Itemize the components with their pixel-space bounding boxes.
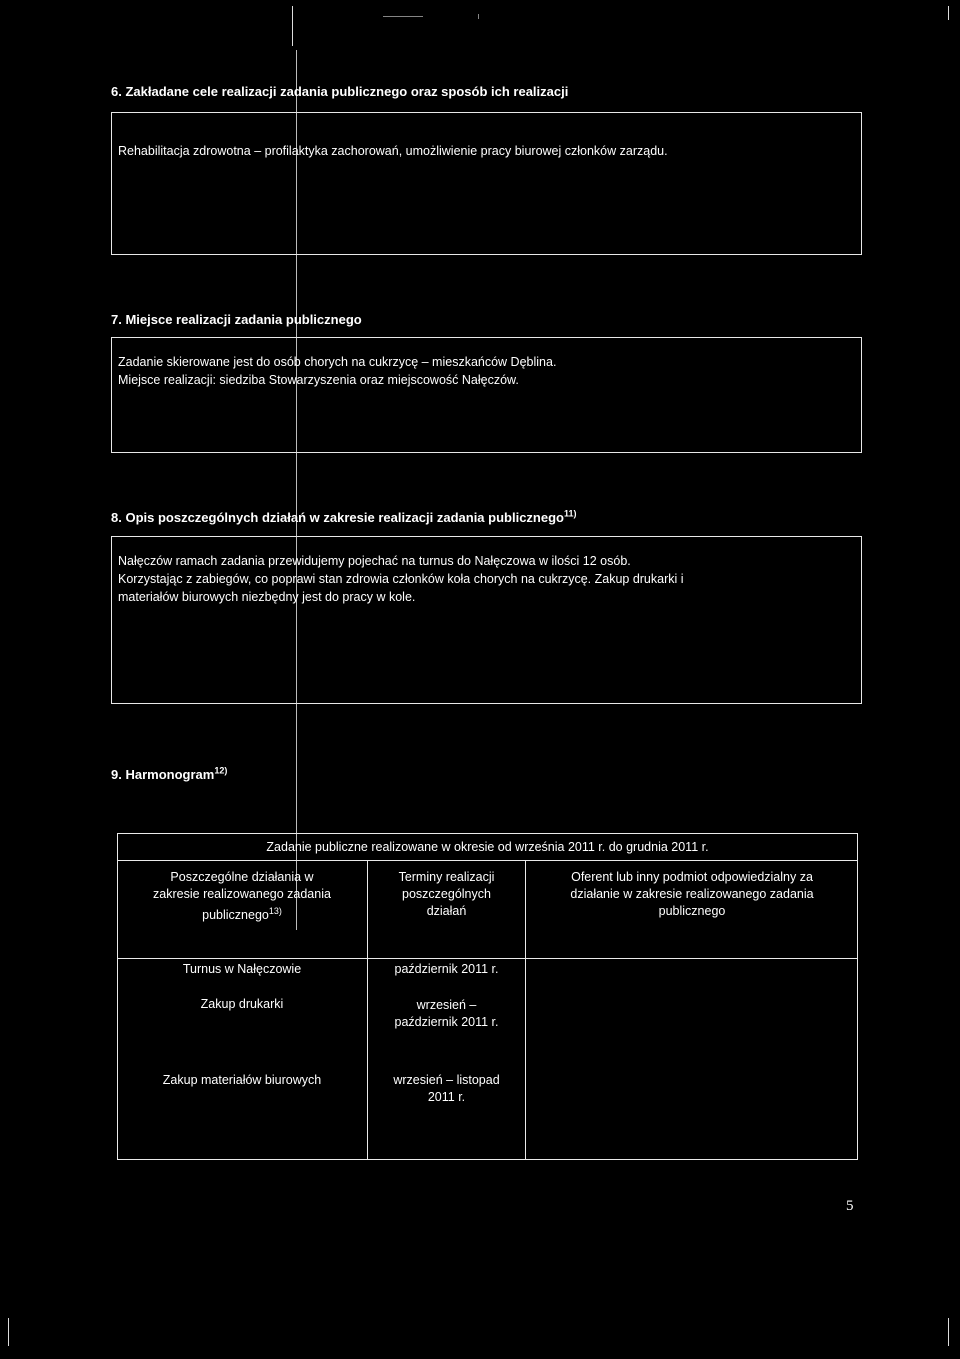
crop-mark [8, 1318, 9, 1346]
section-8-footnote: 11) [563, 508, 577, 519]
schedule-table [117, 833, 858, 1160]
section-9-heading [111, 767, 227, 782]
section-8-line-3: materiałów biurowych niezbędny jest do pracy w kole. [118, 590, 416, 604]
section-7-line-2: Miejsce realizacji: siedziba Stowarzyszenia oraz miejscowość Nałęczów. [118, 373, 519, 387]
section-8-heading [111, 510, 577, 525]
row-2-term [369, 997, 524, 1031]
header-terms [369, 869, 524, 920]
column-separator-2 [525, 860, 526, 1160]
row-3-term-line-1: wrzesień – listopad [393, 1073, 500, 1087]
scan-mark [292, 6, 293, 46]
header-activities-line-3 [121, 903, 363, 924]
table-border-right [857, 833, 858, 1160]
header-responsible [527, 869, 857, 920]
row-3-term [369, 1072, 524, 1106]
section-8-heading-text: 8. Opis poszczególnych działań w zakresie realizacji zadania publicznego [111, 510, 564, 525]
row-3-term-line-2: 2011 r. [427, 1090, 466, 1104]
section-6-heading: 6. Zakładane cele realizacji zadania publicznego oraz sposób ich realizacji [111, 84, 569, 99]
row-1-term-line-1: październik 2011 r. [394, 962, 499, 976]
header-terms-line-3: działań [426, 904, 467, 918]
header-responsible-line-2: działanie w zakresie realizowanego zadania [570, 887, 814, 901]
row-2-term-line-1: wrzesień – [416, 998, 477, 1012]
table-border-bottom [117, 1159, 858, 1160]
crop-mark [948, 1318, 949, 1346]
row-2-term-line-2: październik 2011 r. [394, 1015, 499, 1029]
section-7-box [111, 337, 862, 453]
section-8-line-1: Nałęczów ramach zadania przewidujemy pojechać na turnus do Nałęczowa w ilości 12 osób. [118, 554, 631, 568]
scan-mark [478, 14, 479, 19]
header-separator [117, 958, 858, 959]
header-activities-line-2: zakresie realizowanego zadania [153, 887, 331, 901]
section-7-heading: 7. Miejsce realizacji zadania publicznego [111, 312, 362, 327]
schedule-caption: Zadanie publiczne realizowane w okresie od września 2011 r. do grudnia 2011 r. [266, 840, 709, 854]
header-responsible-line-1: Oferent lub inny podmiot odpowiedzialny za [571, 870, 813, 884]
section-9-heading-text: 9. Harmonogram [111, 767, 215, 782]
section-7-line-1: Zadanie skierowane jest do osób chorych na cukrzycę – mieszkańców Dęblina. [118, 355, 557, 369]
row-1-term [369, 961, 524, 978]
table-border-top [117, 833, 858, 834]
header-activities [121, 869, 363, 924]
header-activities-line-1: Poszczególne działania w [170, 870, 314, 884]
section-6-box [111, 112, 862, 255]
header-terms-line-1: Terminy realizacji [398, 870, 495, 884]
header-terms-line-2: poszczególnych [402, 887, 491, 901]
section-6-text: Rehabilitacja zdrowotna – profilaktyka zachorowań, umożliwienie pracy biurowej członków zarządu. [118, 144, 668, 158]
scan-mark [948, 6, 949, 20]
header-activities-line-3-text: publicznego [202, 908, 269, 923]
caption-separator [117, 860, 858, 861]
section-8-box [111, 536, 862, 704]
column-separator-1 [367, 860, 368, 1160]
page-number: 5 [846, 1198, 854, 1214]
header-responsible-line-3: publicznego [658, 904, 726, 918]
scan-mark [383, 16, 423, 17]
section-8-line-2: Korzystając z zabiegów, co poprawi stan zdrowia członków koła chorych na cukrzycę. Zakup drukarki i [118, 572, 684, 586]
header-activities-footnote: 13) [268, 906, 282, 916]
row-2-activity: Zakup drukarki [200, 997, 284, 1011]
row-1-activity: Turnus w Nałęczowie [182, 962, 302, 976]
section-9-footnote: 12) [214, 765, 228, 776]
row-3-activity: Zakup materiałów biurowych [162, 1073, 322, 1087]
table-border-left [117, 833, 118, 1160]
